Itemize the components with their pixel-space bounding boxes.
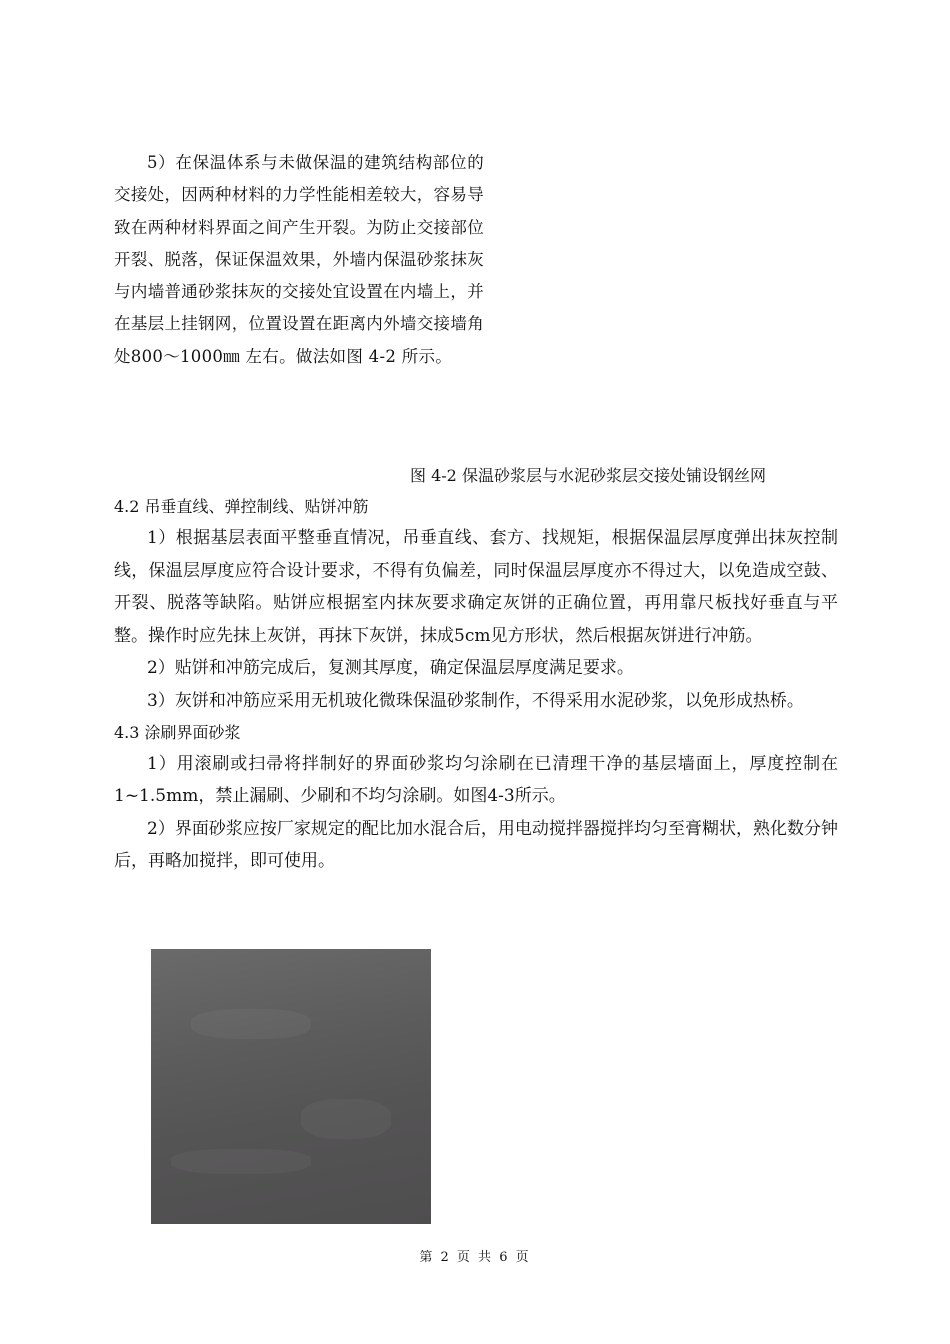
photo-texture xyxy=(171,1149,311,1174)
main-content xyxy=(114,492,838,878)
section-4-3-paragraph-1: 1）用滚刷或扫帚将拌制好的界面砂浆均匀涂刷在已清理干净的基层墙面上，厚度控制在1~1.5mm，禁止漏刷、少刷和不均匀涂刷。如图4-3所示。 xyxy=(114,753,838,807)
paragraph-block-item-5 xyxy=(114,147,484,373)
page-footer: 第 2 页 共 6 页 xyxy=(419,1250,531,1265)
section-4-2-heading: 4.2 吊垂直线、弹控制线、贴饼冲筋 xyxy=(114,497,369,516)
section-4-2-paragraph-3: 3）灰饼和冲筋应采用无机玻化微珠保温砂浆制作，不得采用水泥砂浆，以免形成热桥。 xyxy=(147,690,804,711)
figure-4-3-photo xyxy=(151,949,431,1224)
photo-texture xyxy=(191,1009,311,1039)
section-4-3-heading: 4.3 涂刷界面砂浆 xyxy=(114,722,241,742)
paragraph-item-5: 5）在保温体系与未做保温的建筑结构部位的交接处，因两种材料的力学性能相差较大，容易导致在两种材料界面之间产生开裂。为防止交接部位开裂、脱落，保证保温效果，外墙内保温砂浆抹灰与内墙普通砂浆抹灰的交接处宜设置在内墙上，并在基层上挂钢网，位置设置在距离内外墙交接墙角处800～1000㎜ 左右。做法如图 4-2 所示。 xyxy=(114,153,484,366)
section-4-2-paragraph-2: 2）贴饼和冲筋完成后，复测其厚度，确定保温层厚度满足要求。 xyxy=(147,658,634,679)
photo-texture xyxy=(301,1099,391,1139)
section-4-2-paragraph-1: 1）根据基层表面平整垂直情况，吊垂直线、套方、找规矩，根据保温层厚度弹出抹灰控制线，保温层厚度应符合设计要求，不得有负偏差，同时保温层厚度亦不得过大，以免造成空鼓、开裂、脱落等缺陷。贴饼应根据室内抹灰要求确定灰饼的正确位置，再用靠尺板找好垂直与平整。操作时应先抹上灰饼，再抹下灰饼，抹成5cm见方形状，然后根据灰饼进行冲筋。 xyxy=(114,528,838,646)
figure-4-2-caption: 图 4-2 保温砂浆层与水泥砂浆层交接处铺设钢丝网 xyxy=(410,466,766,485)
section-4-3-paragraph-2: 2）界面砂浆应按厂家规定的配比加水混合后，用电动搅拌器搅拌均匀至膏糊状，熟化数分钟后，再略加搅拌，即可使用。 xyxy=(114,818,838,872)
